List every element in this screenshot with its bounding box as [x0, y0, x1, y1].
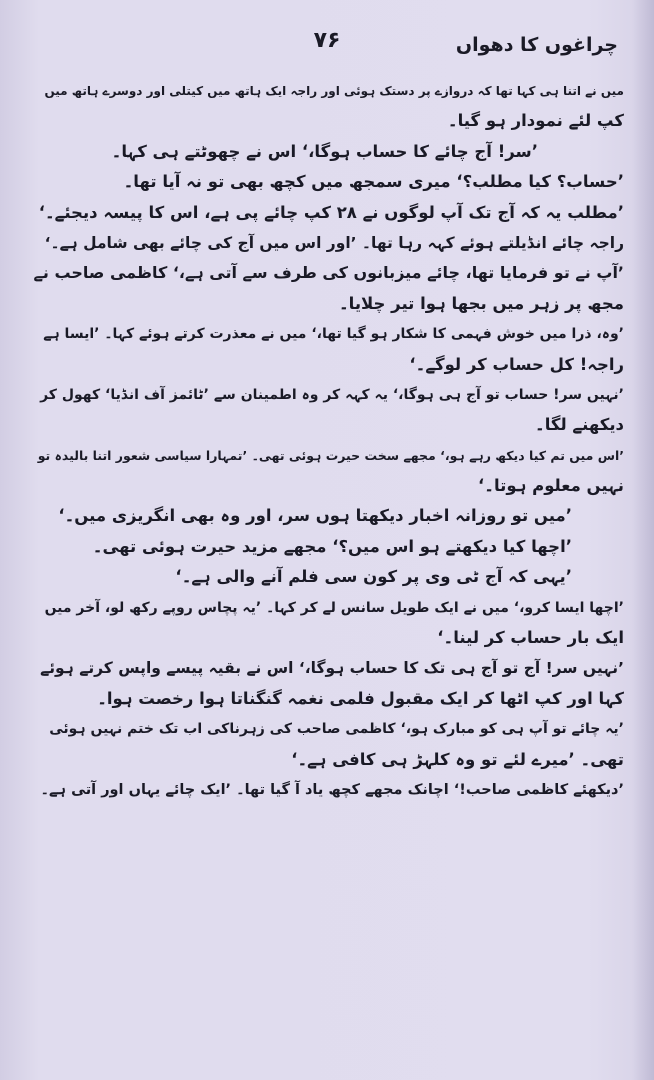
text-line: کہا اور کپ اٹھا کر ایک مقبول فلمی نغمہ گنگناتا ہوا رخصت ہوا۔ [97, 688, 624, 708]
page-header [36, 28, 618, 62]
text-line: ’سر! آج چائے کا حساب ہوگا،‘ اس نے چھوٹتے ہی کہا۔ [111, 141, 538, 161]
text-line: راجہ! کل حساب کر لوگے۔‘ [409, 354, 624, 374]
text-line: ’نہیں سر! آج تو آج ہی تک کا حساب ہوگا،‘ اس نے بقیہ پیسے واپس کرتے ہوئے [40, 659, 624, 678]
text-line: ’وہ، ذرا میں خوش فہمی کا شکار ہو گیا تھا،‘ میں نے معذرت کرتے ہوئے کہا۔ ’ایسا ہے [43, 326, 624, 343]
text-line: ’میں تو روزانہ اخبار دیکھتا ہوں سر، اور وہ بھی انگریزی میں۔‘ [58, 506, 572, 526]
text-line: ’یہ چائے تو آپ ہی کو مبارک ہو،‘ کاظمی صاحب کی زہرناکی اب تک ختم نہیں ہوئی [49, 721, 624, 738]
text-line: نہیں معلوم ہوتا۔‘ [478, 476, 624, 496]
text-line: ایک بار حساب کر لینا۔‘ [437, 628, 624, 648]
text-line: تھی۔ ’میرے لئے تو وہ کلہڑ ہی کافی ہے۔‘ [291, 749, 624, 769]
text-line: مجھ پر زہر میں بجھا ہوا تیر چلایا۔ [338, 293, 624, 313]
text-line: ’یہی کہ آج ٹی وی پر کون سی فلم آنے والی ہے۔‘ [175, 567, 572, 587]
book-title: چراغوں کا دھواں [455, 34, 618, 56]
text-line: ’حساب؟ کیا مطلب؟‘ میری سمجھ میں کچھ بھی تو نہ آیا تھا۔ [123, 172, 624, 192]
text-line: دیکھنے لگا۔ [535, 415, 624, 435]
text-line: ’اس میں تم کیا دیکھ رہے ہو،‘ مجھے سخت حیرت ہوئی تھی۔ ’تمہارا سیاسی شعور اتنا بالیدہ تو [37, 447, 624, 463]
text-line: ’مطلب یہ کہ آج تک آپ لوگوں نے ۲۸ کپ چائے پی ہے، اس کا پیسہ دیجئے۔‘ [38, 202, 624, 222]
text-line: ’اچھا ایسا کرو،‘ میں نے ایک طویل سانس لے کر کہا۔ ’یہ پچاس روپے رکھ لو، آخر میں [44, 599, 624, 616]
text-line: میں نے اتنا ہی کہا تھا کہ دروازے پر دستک ہوئی اور راجہ ایک ہاتھ میں کیتلی اور دوسرے ہاتھ میں [44, 84, 624, 98]
page-body-text [30, 76, 624, 805]
page-number: ۷۶ [313, 28, 341, 53]
text-line: ’اچھا کیا دیکھتے ہو اس میں؟‘ مجھے مزید حیرت ہوئی تھی۔ [92, 536, 572, 556]
text-line: ’دیکھئے کاظمی صاحب!‘ اچانک مجھے کچھ یاد آ گیا تھا۔ ’ایک چائے یہاں اور آتی ہے۔ [40, 781, 624, 798]
text-line: ’آپ نے تو فرمایا تھا، چائے میزبانوں کی طرف سے آتی ہے،‘ کاظمی صاحب نے [33, 263, 624, 283]
text-line: کپ لئے نمودار ہو گیا۔ [447, 111, 624, 131]
text-line: راجہ چائے انڈیلتے ہوئے کہہ رہا تھا۔ ’اور اس میں آج کی چائے بھی شامل ہے۔‘ [44, 233, 624, 252]
text-line: ’نہیں سر! حساب تو آج ہی ہوگا،‘ یہ کہہ کر وہ اطمینان سے ’ٹائمز آف انڈیا‘ کھول کر [40, 386, 624, 403]
